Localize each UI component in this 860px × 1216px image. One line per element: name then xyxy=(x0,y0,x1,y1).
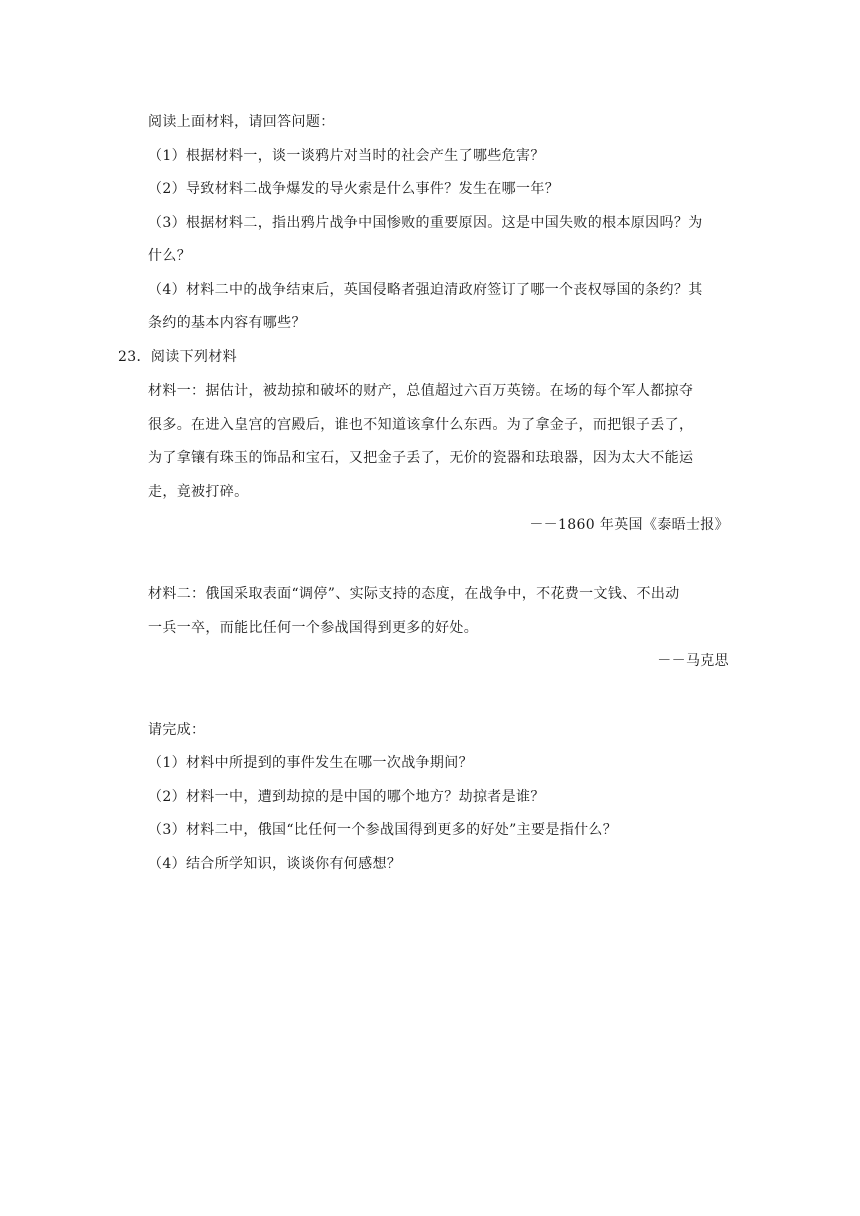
material-1-line: 为了拿镶有珠玉的饰品和宝石，又把金子丢了，无价的瓷器和珐琅器，因为太大不能运 xyxy=(148,450,694,466)
section1-question-3-line-1: （3）根据材料二，指出鸦片战争中国惨败的重要原因。这是中国失败的根本原因吗？为 xyxy=(148,215,703,231)
section1-question-1: （1）根据材料一，谈一谈鸦片对当时的社会产生了哪些危害？ xyxy=(148,148,545,164)
question-23-heading: 23．阅读下列材料 xyxy=(118,349,237,365)
section1-question-2: （2）导致材料二战争爆发的导火索是什么事件？发生在哪一年？ xyxy=(148,181,560,197)
section1-intro: 阅读上面材料，请回答问题： xyxy=(148,114,335,130)
material-1-line: 很多。在进入皇宫的宫殿后，谁也不知道该拿什么东西。为了拿金子，而把银子丢了， xyxy=(148,417,694,433)
question-23-item-1: （1）材料中所提到的事件发生在哪一次战争期间？ xyxy=(148,755,473,771)
material-1-line: 材料一：据估计，被劫掠和破坏的财产，总值超过六百万英镑。在场的每个军人都掠夺 xyxy=(148,383,694,399)
section1-question-4-line-2: 条约的基本内容有哪些？ xyxy=(148,315,306,331)
material-2-line: 一兵一卒，而能比任何一个参战国得到更多的好处。 xyxy=(148,620,479,636)
material-1-line: 走，竟被打碎。 xyxy=(148,484,249,500)
question-23-item-3: （3）材料二中，俄国“比任何一个参战国得到更多的好处”主要是指什么？ xyxy=(148,822,618,838)
material-2-source: －－马克思 xyxy=(657,653,729,669)
question-23-item-2: （2）材料一中，遭到劫掠的是中国的哪个地方？劫掠者是谁？ xyxy=(148,789,545,805)
material-1-source: －－1860 年英国《泰晤士报》 xyxy=(529,517,729,533)
question-23-item-4: （4）结合所学知识，谈谈你有何感想？ xyxy=(148,856,402,872)
question-23-prompt: 请完成： xyxy=(148,722,206,738)
material-2-line: 材料二：俄国采取表面“调停”、实际支持的态度，在战争中，不花费一文钱、不出动 xyxy=(148,586,680,602)
section1-question-4-line-1: （4）材料二中的战争结束后，英国侵略者强迫清政府签订了哪一个丧权辱国的条约？其 xyxy=(148,282,703,298)
section1-question-3-line-2: 什么？ xyxy=(148,248,192,264)
